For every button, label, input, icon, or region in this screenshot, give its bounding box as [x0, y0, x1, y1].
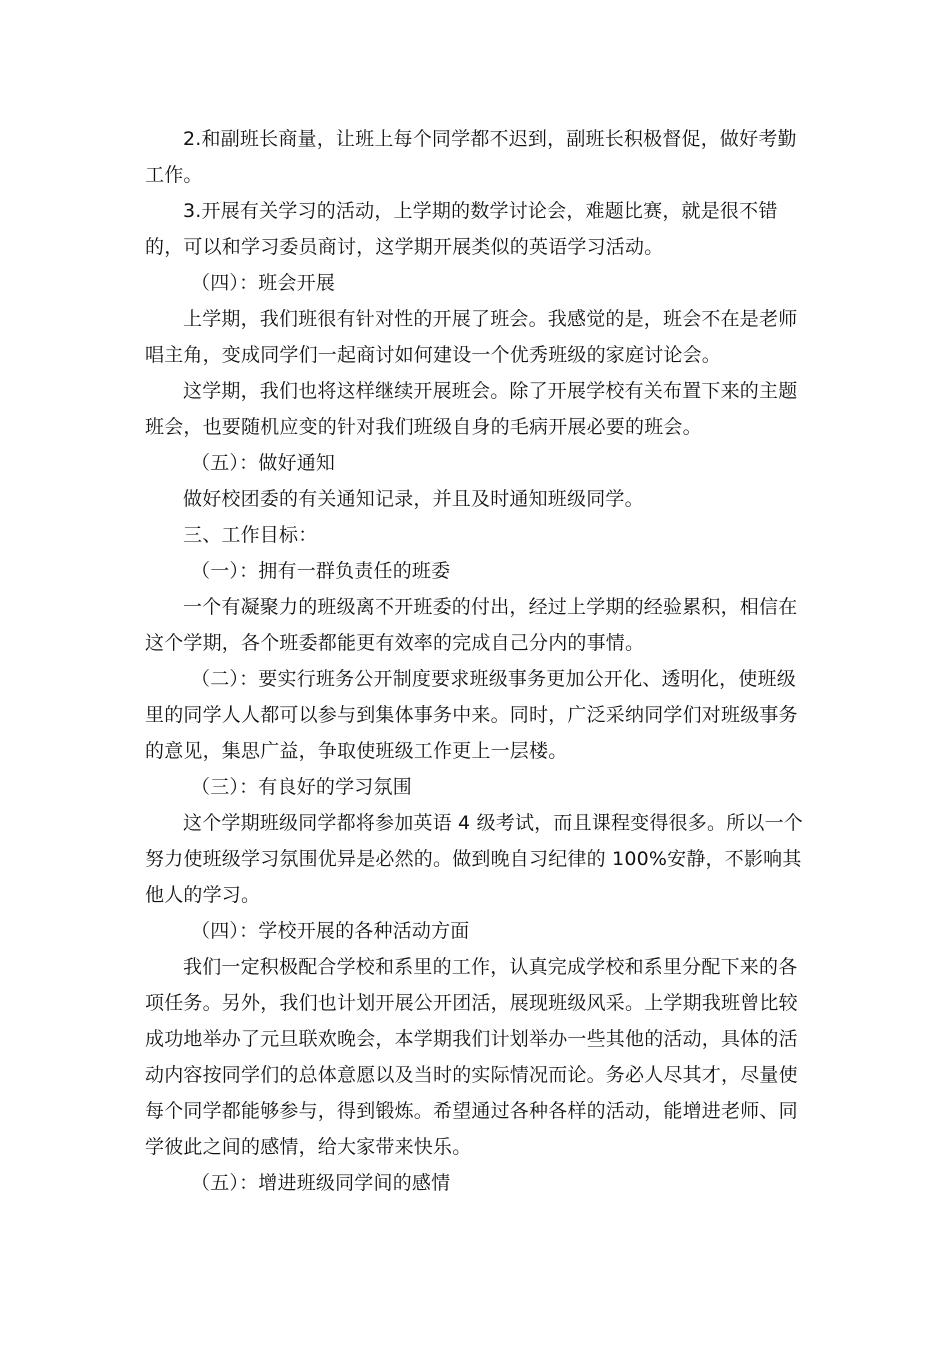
paragraph-line: 项任务。另外，我们也计划开展公开团活，展现班级风采。上学期我班曾比较 — [145, 992, 798, 1014]
section-heading: （五）：增进班级同学间的感情 — [191, 1172, 451, 1194]
paragraph-line: 成功地举办了元旦联欢晚会，本学期我们计划举办一些其他的活动，具体的活 — [145, 1028, 798, 1050]
paragraph-line: 一个有凝聚力的班级离不开班委的付出，经过上学期的经验累积，相信在 — [183, 596, 798, 618]
section-heading: （五）：做好通知 — [191, 452, 336, 474]
paragraph-line: 2.和副班长商量，让班上每个同学都不迟到，副班长积极督促，做好考勤 — [183, 128, 797, 150]
paragraph-line: 努力使班级学习氛围优异是必然的。做到晚自习纪律的 100%安静，不影响其 — [145, 848, 802, 870]
paragraph-line: 动内容按同学们的总体意愿以及当时的实际情况而论。务必人尽其才，尽量使 — [145, 1064, 798, 1086]
paragraph-line: 上学期，我们班很有针对性的开展了班会。我感觉的是，班会不在是老师 — [183, 308, 798, 330]
paragraph-line: 这学期，我们也将这样继续开展班会。除了开展学校有关布置下来的主题 — [183, 380, 798, 402]
paragraph-line: 我们一定积极配合学校和系里的工作，认真完成学校和系里分配下来的各 — [183, 956, 798, 978]
paragraph-line: 里的同学人人都可以参与到集体事务中来。同时，广泛采纳同学们对班级事务 — [145, 704, 798, 726]
paragraph-line: 他人的学习。 — [145, 884, 261, 906]
section-heading: （四）：班会开展 — [191, 272, 336, 294]
paragraph-line: 这个学期班级同学都将参加英语 4 级考试，而且课程变得很多。所以一个 — [183, 812, 803, 834]
paragraph-line: 3.开展有关学习的活动，上学期的数学讨论会，难题比赛，就是很不错 — [183, 200, 778, 222]
paragraph-line: 工作。 — [145, 164, 203, 186]
section-heading: （四）：学校开展的各种活动方面 — [191, 920, 470, 942]
section-heading: （二）：要实行班务公开制度要求班级事务更加公开化、透明化，使班级 — [191, 668, 796, 690]
paragraph-line: 学彼此之间的感情，给大家带来快乐。 — [145, 1136, 472, 1158]
paragraph-line: 的意见，集思广益，争取使班级工作更上一层楼。 — [145, 740, 568, 762]
section-heading: 三、工作目标： — [183, 524, 318, 546]
paragraph-line: 唱主角，变成同学们一起商讨如何建设一个优秀班级的家庭讨论会。 — [145, 344, 722, 366]
section-heading: （三）：有良好的学习氛围 — [191, 776, 412, 798]
paragraph-line: 的，可以和学习委员商讨，这学期开展类似的英语学习活动。 — [145, 236, 664, 258]
paragraph-line: 这个学期，各个班委都能更有效率的完成自己分内的事情。 — [145, 632, 645, 654]
section-heading: （一）：拥有一群负责任的班委 — [191, 560, 451, 582]
paragraph-line: 班会，也要随机应变的针对我们班级自身的毛病开展必要的班会。 — [145, 416, 702, 438]
paragraph-line: 做好校团委的有关通知记录，并且及时通知班级同学。 — [183, 488, 644, 510]
paragraph-line: 每个同学都能够参与，得到锻炼。希望通过各种各样的活动，能增进老师、同 — [145, 1100, 798, 1122]
